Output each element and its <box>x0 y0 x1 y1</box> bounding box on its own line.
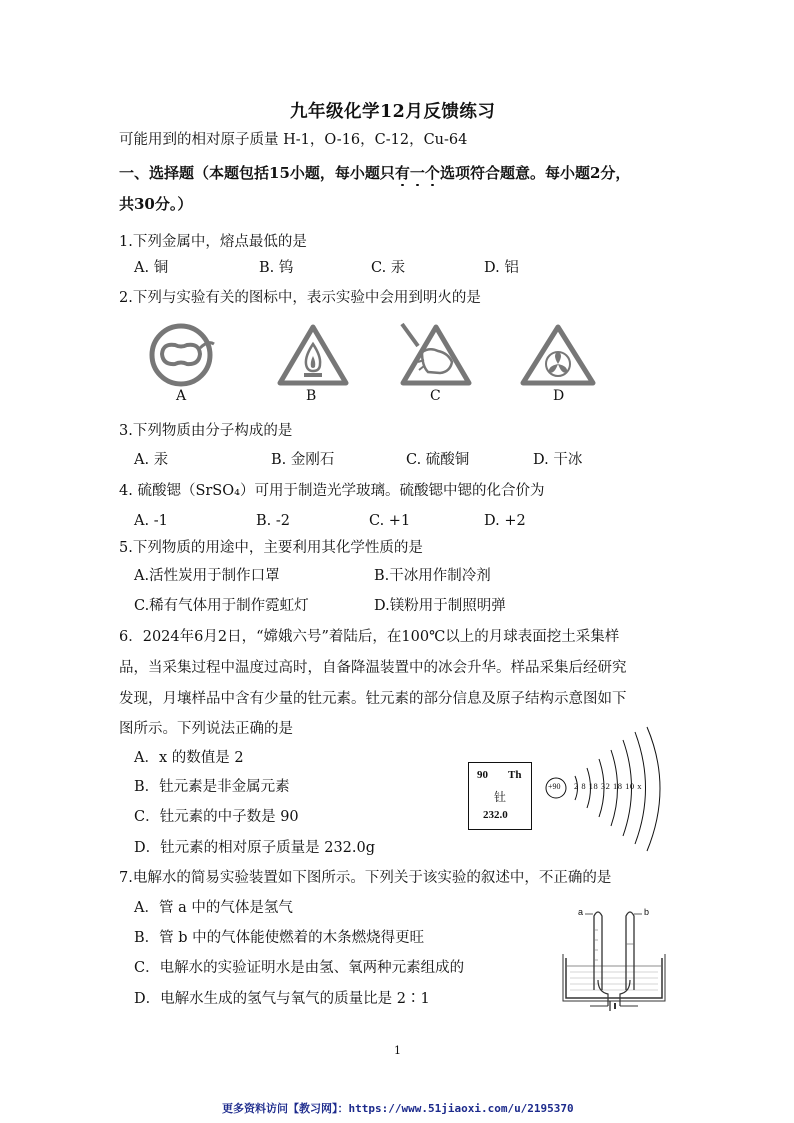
q5-option-b: B.干冰用作制冷剂 <box>374 568 491 584</box>
q2-stem: 2.下列与实验有关的图标中，表示实验中会用到明火的是 <box>119 290 481 306</box>
q1-option-b: B. 钨 <box>259 260 294 276</box>
q5-option-c: C.稀有气体用于制作霓虹灯 <box>134 598 309 614</box>
q7-stem: 7.电解水的简易实验装置如下图所示。下列关于该实验的叙述中，不正确的是 <box>119 870 612 886</box>
q3-option-a: A. 汞 <box>134 452 169 468</box>
footer-link[interactable]: 更多资料访问【教习网】：https://www.51jiaoxi.com/u/2195370 <box>222 1102 574 1115</box>
q2-label-d: D <box>553 388 565 404</box>
section1-heading-line2: 共30分。） <box>119 195 193 213</box>
q4-stem: 4. 硫酸锶（SrSO₄）可用于制造光学玻璃。硫酸锶中锶的化合价为 <box>119 483 545 499</box>
q6-line-4: 图所示。下列说法正确的是 <box>119 721 293 737</box>
q3-option-c: C. 硫酸铜 <box>406 452 470 468</box>
q6-option-d: D．钍元素的相对原子质量是 232.0g <box>134 840 376 856</box>
q3-option-d: D. 干冰 <box>533 452 583 468</box>
exhaust-fan-icon <box>518 322 598 388</box>
tube-label-b: b <box>644 907 650 917</box>
q4-option-d: D. +2 <box>484 513 526 529</box>
q1-option-c: C. 汞 <box>371 260 406 276</box>
hand-wash-icon <box>392 320 476 388</box>
element-name: 钍 <box>494 790 507 804</box>
q6-line-1: 6．2024年6月2日，“嫦娥六号”着陆后，在100℃以上的月球表面挖土采集样 <box>119 629 620 645</box>
q4-option-a: A. -1 <box>134 513 168 529</box>
goggles-icon <box>148 322 218 388</box>
atomic-masses-note: 可能用到的相对原子质量 H-1，O-16，C-12，Cu-64 <box>119 132 468 148</box>
atomic-structure-diagram <box>545 726 680 856</box>
atom-shell-electrons: 2 8 18 32 18 10 x <box>574 781 642 791</box>
q7-option-d: D．电解水生成的氢气与氧气的质量比是 2∶1 <box>134 991 430 1007</box>
q7-option-c: C．电解水的实验证明水是由氢、氧两种元素组成的 <box>134 960 465 976</box>
q1-option-d: D. 铝 <box>484 260 519 276</box>
q5-stem: 5.下列物质的用途中，主要利用其化学性质的是 <box>119 540 423 556</box>
electrolysis-apparatus-diagram <box>560 900 675 1018</box>
element-symbol: Th <box>508 769 522 781</box>
q5-option-a: A.活性炭用于制作口罩 <box>134 568 280 584</box>
q2-label-b: B <box>306 388 317 404</box>
element-atomic-number: 90 <box>477 769 488 781</box>
q6-option-a: A．x 的数值是 2 <box>134 750 244 766</box>
q6-line-3: 发现，月壤样品中含有少量的钍元素。钍元素的部分信息及原子结构示意图如下 <box>119 691 627 707</box>
q5-option-d: D.镁粉用于制照明弹 <box>374 598 506 614</box>
q4-option-b: B. -2 <box>256 513 290 529</box>
q2-label-a: A <box>176 388 187 404</box>
q7-option-b: B．管 b 中的气体能使燃着的木条燃烧得更旺 <box>134 930 425 946</box>
element-card-thorium <box>468 762 532 830</box>
q7-option-a: A．管 a 中的气体是氢气 <box>134 900 293 916</box>
q6-option-b: B．钍元素是非金属元素 <box>134 779 290 795</box>
page-number: 1 <box>394 1044 401 1057</box>
page-title: 九年级化学12月反馈练习 <box>290 102 496 122</box>
q6-option-c: C．钍元素的中子数是 90 <box>134 809 299 825</box>
atom-nucleus-charge: +90 <box>548 782 561 791</box>
q2-label-c: C <box>430 388 441 404</box>
tube-label-a: a <box>578 907 584 917</box>
q4-option-c: C. +1 <box>369 513 411 529</box>
q6-line-2: 品，当采集过程中温度过高时，自备降温装置中的冰会升华。样品采集后经研究 <box>119 660 627 676</box>
q1-stem: 1.下列金属中，熔点最低的是 <box>119 234 307 250</box>
q3-stem: 3.下列物质由分子构成的是 <box>119 423 293 439</box>
open-flame-icon <box>275 322 351 388</box>
q3-option-b: B. 金刚石 <box>271 452 335 468</box>
section1-heading: 一、选择题（本题包括15小题，每小题只有一个选项符合题意。每小题2分， <box>119 164 631 182</box>
q1-option-a: A. 铜 <box>134 260 169 276</box>
element-mass: 232.0 <box>483 809 508 821</box>
